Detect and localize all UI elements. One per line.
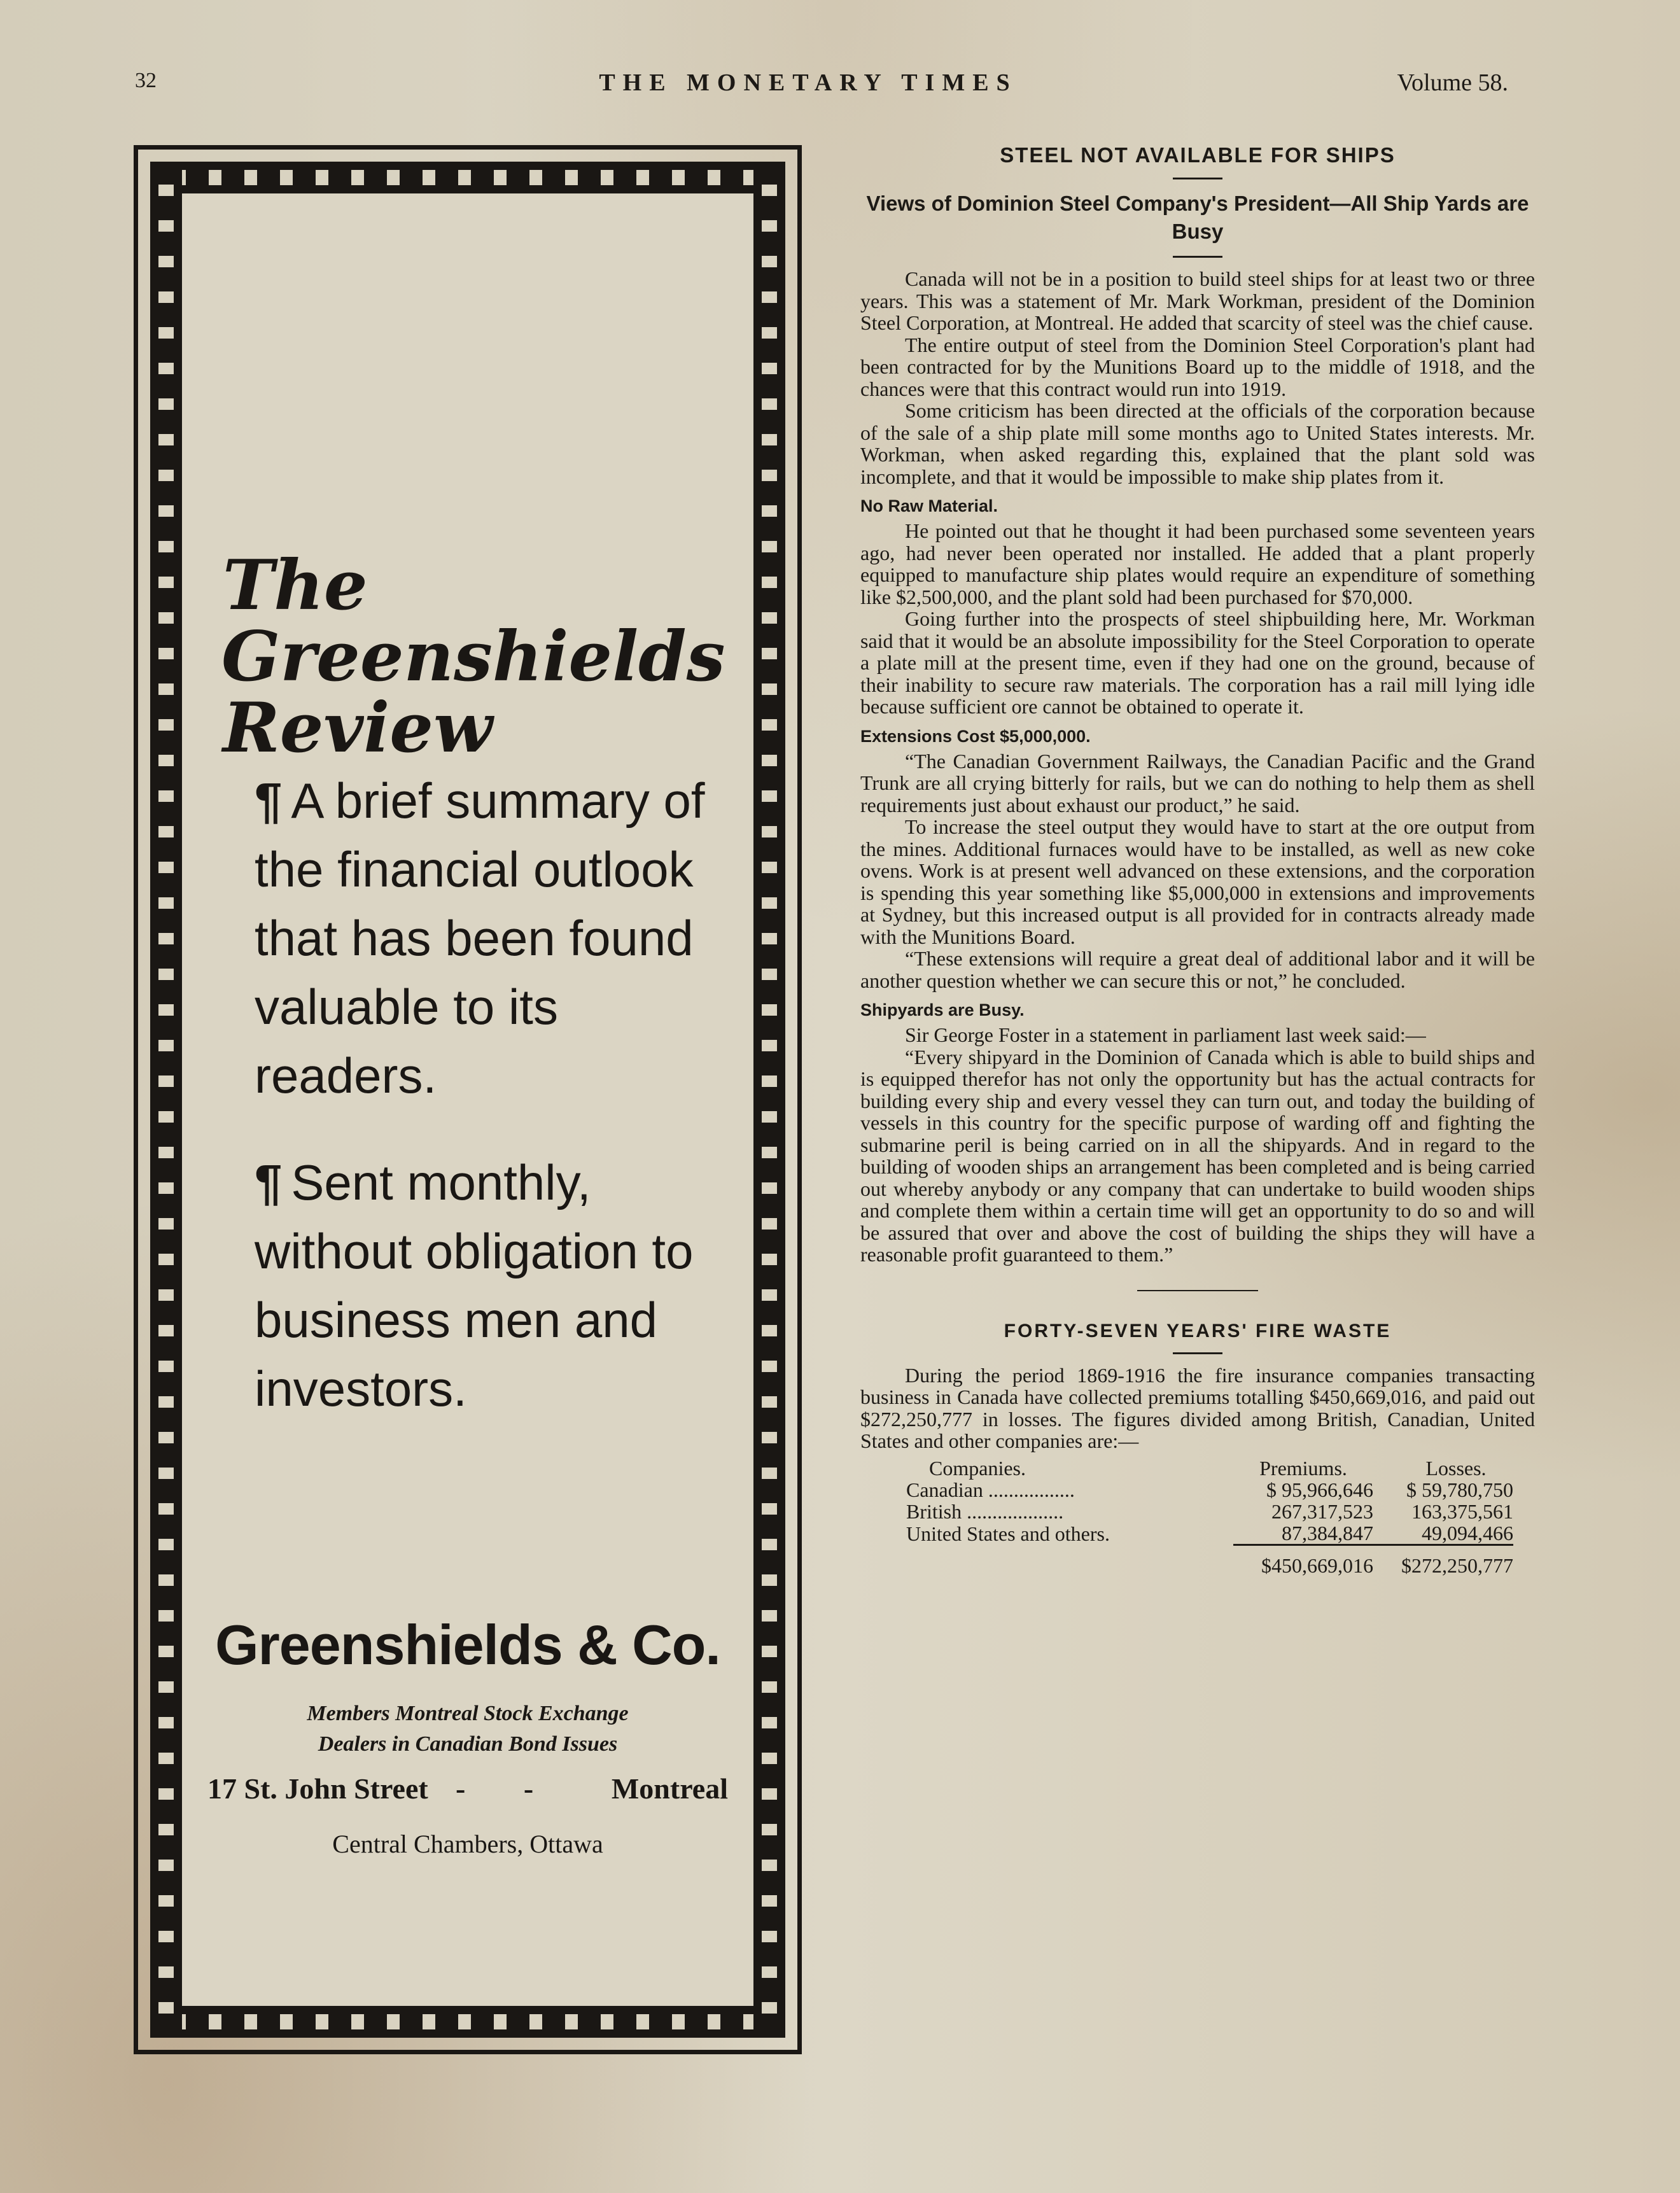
ad-paragraph-monthly bbox=[255, 1148, 713, 1423]
title-rule bbox=[1173, 1352, 1222, 1354]
table-cell: 49,094,466 bbox=[1422, 1521, 1513, 1545]
subtitle-rule bbox=[1173, 256, 1222, 258]
table-cell bbox=[906, 1545, 1233, 1576]
table-header: Premiums. bbox=[1259, 1456, 1347, 1480]
paragraph: To increase the steel output they would have to start at the ore output from the mines. Additional furnaces would have to be installed, as well as new coke ovens. Work is at present well advanced on these extensions, and the corporation is spending this year something like $5,000,000 in extensions and improvements at Sydney, but this increased output is all provided for in contracts already made with the Munitions Board. bbox=[860, 815, 1535, 948]
table-cell: United States and others. bbox=[906, 1522, 1110, 1545]
fire-waste-table bbox=[906, 1457, 1513, 1576]
table-row bbox=[906, 1522, 1513, 1545]
ad-decorative-border-bottom bbox=[150, 2006, 785, 2038]
ad-title-line-2: Greenshields bbox=[221, 617, 725, 697]
table-row bbox=[906, 1479, 1513, 1501]
ad-firm-membership: Members Montreal Stock Exchange bbox=[307, 1702, 629, 1725]
section-heading: Extensions Cost $5,000,000. bbox=[860, 726, 1091, 746]
table-total-losses: $272,250,777 bbox=[1399, 1545, 1513, 1576]
pilcrow-icon: ¶ bbox=[255, 773, 283, 829]
table-total-premiums: $450,669,016 bbox=[1233, 1545, 1399, 1576]
article-title: STEEL NOT AVAILABLE FOR SHIPS bbox=[1000, 143, 1396, 167]
table-cell: 87,384,847 bbox=[1282, 1521, 1373, 1545]
ad-decorative-border-top bbox=[150, 162, 785, 193]
section-heading: No Raw Material. bbox=[860, 496, 998, 515]
title-rule bbox=[1173, 178, 1222, 179]
paragraph: Some criticism has been directed at the officials of the corporation because of the sale of a ship plate mill some months ago to United States interests. Mr. Workman, when asked regarding this, explained that the plant sold was incomplete, and that it would be impossible to make ship plates from it. bbox=[860, 399, 1535, 488]
table-cell: 267,317,523 bbox=[1271, 1499, 1373, 1523]
ad-title-line-3: Review bbox=[223, 688, 493, 768]
ad-address-separator: - - bbox=[456, 1772, 559, 1805]
table-cell: Canadian ................. bbox=[906, 1478, 1075, 1501]
article-divider bbox=[1137, 1290, 1258, 1291]
greenshields-advertisement bbox=[134, 145, 802, 2054]
pilcrow-icon: ¶ bbox=[255, 1154, 283, 1210]
ad-paragraph-summary bbox=[255, 766, 713, 1110]
table-header: Companies. bbox=[929, 1456, 1026, 1480]
ad-content bbox=[182, 193, 753, 2006]
paragraph: Sir George Foster in a statement in parliament last week said:— bbox=[905, 1023, 1426, 1046]
article-title: FORTY-SEVEN YEARS' FIRE WASTE bbox=[1004, 1320, 1392, 1342]
publication-title: THE MONETARY TIMES bbox=[599, 69, 1018, 96]
ad-branch: Central Chambers, Ottawa bbox=[332, 1830, 603, 1858]
ad-paragraph-summary-text: A brief summary of the financial outlook that has been found valuable to its readers. bbox=[255, 773, 705, 1104]
page-header bbox=[0, 69, 1680, 101]
article-body bbox=[860, 268, 1535, 1266]
paragraph: “These extensions will require a great deal of additional labor and it will be another question whether we can secure this or not,” he concluded. bbox=[860, 947, 1535, 992]
ad-title-line-1: The bbox=[223, 545, 368, 626]
page-number: 32 bbox=[135, 69, 157, 92]
article-body bbox=[860, 1364, 1535, 1452]
table-header: Losses. bbox=[1425, 1456, 1487, 1480]
ad-decorative-border-right bbox=[753, 162, 785, 2038]
table-cell: $ 59,780,750 bbox=[1406, 1478, 1513, 1501]
paragraph: Canada will not be in a position to build steel ships for at least two or three years. This was a statement of Mr. Mark Workman, president of the Dominion Steel Corporation, at Montreal. He added that scarcity of steel was the chief cause. bbox=[860, 267, 1535, 334]
table-total-row bbox=[906, 1545, 1513, 1576]
table-cell: $ 95,966,646 bbox=[1266, 1478, 1373, 1501]
section-heading: Shipyards are Busy. bbox=[860, 1000, 1025, 1019]
paragraph: The entire output of steel from the Dominion Steel Corporation's plant had been contracted for by the Munitions Board up to the middle of 1918, and the chances were that this contract would run into 1919. bbox=[860, 333, 1535, 400]
table-header-row bbox=[906, 1457, 1513, 1479]
ad-firm-name: Greenshields & Co. bbox=[215, 1613, 720, 1676]
paragraph: Going further into the prospects of steel shipbuilding here, Mr. Workman said that it would be an absolute impossibility for the Steel Corporation to operate a plate mill at the present time, even if they had one on the ground, because of their inability to secure raw materials. The corporation has a rail mill lying idle because sufficient ore cannot be obtained to operate it. bbox=[860, 607, 1535, 718]
right-column bbox=[860, 143, 1535, 1576]
ad-firm-dealers: Dealers in Canadian Bond Issues bbox=[318, 1732, 618, 1756]
ad-title bbox=[221, 545, 725, 768]
paragraph: During the period 1869-1916 the fire insurance companies transacting business in Canada have collected premiums totalling $450,669,016, and paid out $272,250,777 in losses. The figures divided among British, Canadian, United States and other companies are:— bbox=[860, 1363, 1535, 1452]
article-subtitle: Views of Dominion Steel Company's President—All Ship Yards are Busy bbox=[866, 192, 1529, 243]
ad-paragraph-monthly-text: Sent monthly, without obligation to business men and investors. bbox=[255, 1154, 694, 1417]
paragraph: He pointed out that he thought it had been purchased some seventeen years ago, had never been operated nor installed. He added that a plant properly equipped to manufacture ship plates would require an expenditure of something like $2,500,000, and the plant sold had been purchased for $70,000. bbox=[860, 519, 1535, 608]
ad-street: 17 St. John Street bbox=[207, 1772, 428, 1805]
table-row bbox=[906, 1501, 1513, 1522]
table-cell: British ................... bbox=[906, 1499, 1064, 1523]
paragraph: “Every shipyard in the Dominion of Canada which is able to build ships and is equipped therefor has not only the opportunity but has the actual contracts for building every ship and every vessel they can turn out, and today the building of vessels in this country for the specific purpose of warding off and fighting the submarine peril is being carried on in all the shipyards. And in regard to the building of wooden ships an arrangement has been completed and is being carried out whereby anybody or any company that can undertake to build wooden ships and complete them within a certain time will get an opportunity to do so and will be assured that over and above the cost of building the ships they will have a reasonable profit guaranteed to them.” bbox=[860, 1045, 1535, 1266]
ad-city: Montreal bbox=[611, 1772, 728, 1805]
volume-label: Volume 58. bbox=[1397, 69, 1508, 96]
paragraph: “The Canadian Government Railways, the Canadian Pacific and the Grand Trunk are all crying bitterly for rails, but we can do nothing to help them as shell requirements just about exhaust our product,” he said. bbox=[860, 749, 1535, 816]
table-cell: 163,375,561 bbox=[1411, 1499, 1513, 1523]
ad-decorative-border-left bbox=[150, 162, 182, 2038]
